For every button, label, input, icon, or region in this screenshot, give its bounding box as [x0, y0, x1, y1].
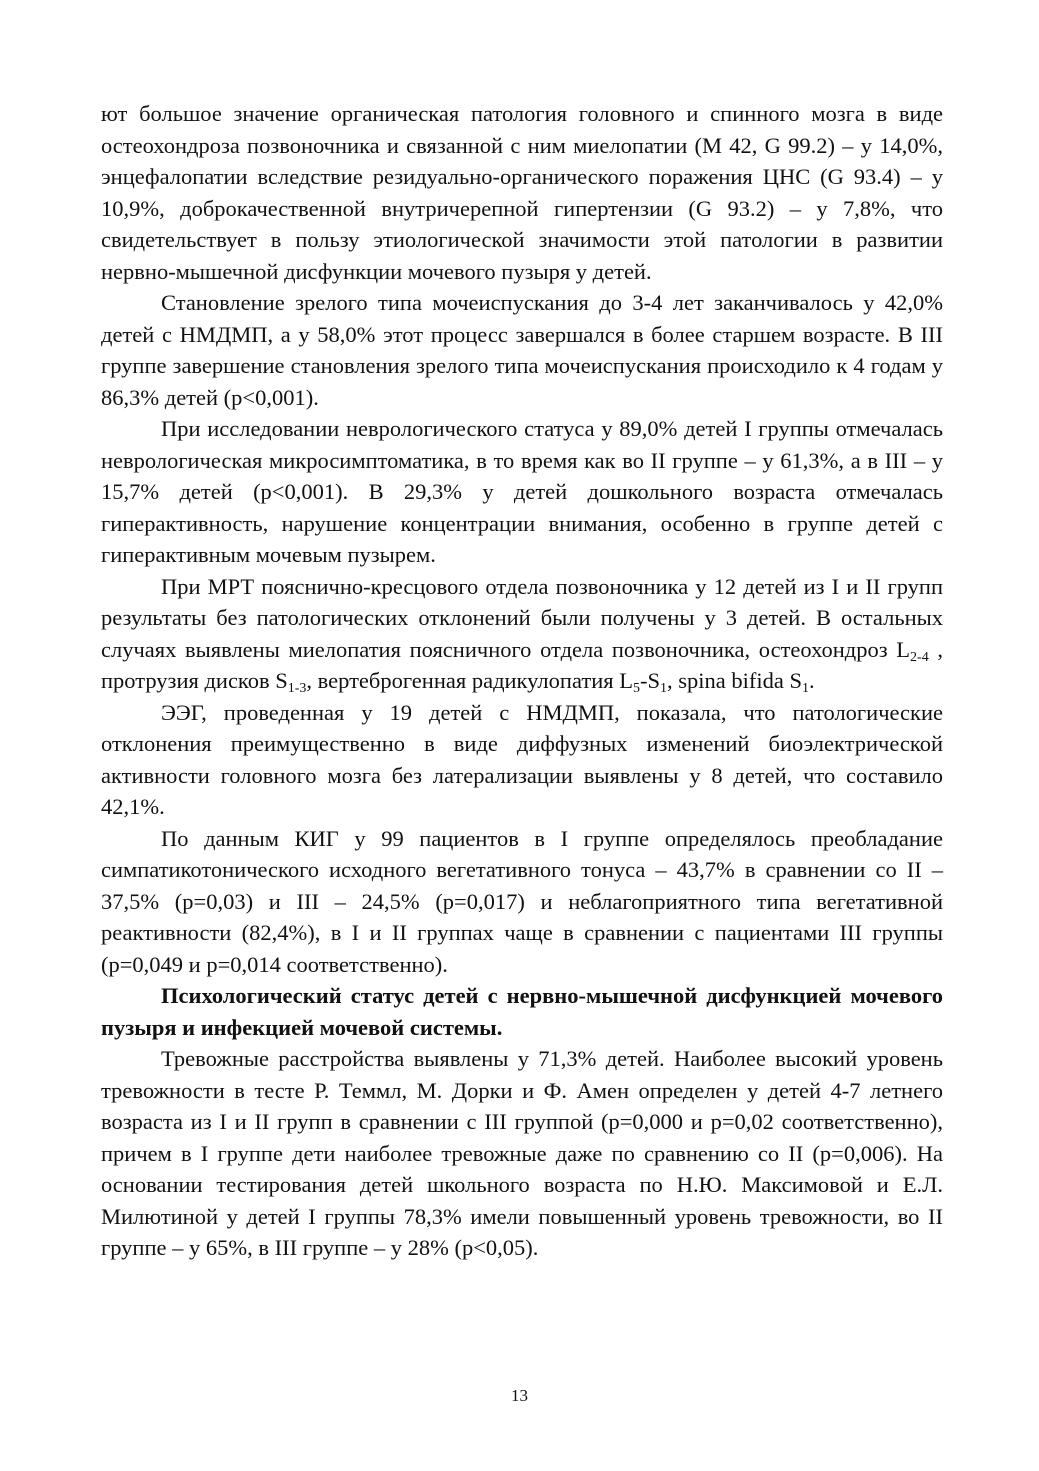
paragraph-neurological-status: При исследовании неврологического статуса у 89,0% детей I группы отмечалась неврологическая микросимптоматика, в то время как во II группе – у 61,3%, а в III – у 15,7% детей (р<0,001). В 29,3% у детей дошкольного возраста отмечалась гиперактивность, нарушение концентрации внимания, особенно в группе детей с гиперактивным мочевым пузырем. [101, 416, 943, 567]
mri-text-5: , spina bifida S [666, 668, 802, 693]
section-heading: Психологический статус детей с нервно-мышечной дисфункцией мочевого пузыря и инфекцией мочевой системы. [101, 983, 943, 1040]
mri-text-6: . [808, 668, 815, 693]
page-number: 13 [511, 1386, 528, 1405]
paragraph-kig: По данным КИГ у 99 пациентов в I группе определялось преобладание симпатикотонического исходного вегетативного тонуса – 43,7% в сравнении со II – 37,5% (р=0,03) и III – 24,5% (р=0,017) и неблагоприятного типа вегетативной реактивности (82,4%), в I и II группах чаще в сравнении с пациентами III группы (р=0,049 и р=0,014 соответственно). [101, 825, 943, 977]
paragraph-anxiety: Тревожные расстройства выявлены у 71,3% детей. Наиболее высокий уровень тревожности в тесте Р. Теммл, М. Дорки и Ф. Амен определен у детей 4-7 летнего возраста из I и II групп в сравнении с III группой (р=0,000 и р=0,02 соответственно), причем в I группе дети наиболее тревожные даже по сравнению со II (р=0,006). На основании тестирования детей школьного возраста по Н.Ю. Максимовой и Е.Л. Милютиной у детей I группы 78,3% имели повышенный уровень тревожности, во II группе – у 65%, в III группе – у 28% (р<0,05). [101, 1046, 943, 1260]
mri-sub-2: 1-3 [287, 681, 307, 696]
mri-sub-1: 2-4 [910, 649, 929, 665]
mri-text-3: , вертеброгенная радикулопатия L [306, 668, 633, 693]
mri-text-2: , протрузия дисков S [101, 636, 944, 693]
paragraph-urination-maturity: Становление зрелого типа мочеиспускания до 3-4 лет заканчивалось у 42,0% детей с НМДМП, а у 58,0% этот процесс завершался в более старшем возрасте. В III группе завершение становления зрелого типа мочеиспускания происходило к 4 годам у 86,3% детей (р<0,001). [101, 290, 943, 410]
paragraph-mri-results [101, 571, 943, 697]
page-body [101, 98, 943, 1264]
mri-sub-4: 1 [659, 681, 667, 696]
paragraph-eeg: ЭЭГ, проведенная у 19 детей с НМДМП, показала, что патологические отклонения преимущественно в виде диффузных изменений биоэлектрической активности головного мозга без латерализации выявлены у 8 детей, что составило 42,1%. [101, 699, 943, 819]
mri-text-4: -S [639, 668, 660, 693]
mri-sub-3: 5 [632, 681, 640, 696]
mri-text-1: При МРТ пояснично-кресцового отдела позвоночника у 12 детей из I и II групп результаты без патологических отклонений были получены у 3 детей. В остальных случаях выявлены миелопатия поясничного отдела позвоночника, остеохондроз L [101, 573, 943, 662]
mri-sub-5: 1 [801, 681, 809, 696]
paragraph-continuation: ют большое значение органическая патология головного и спинного мозга в виде остеохондроза позвоночника и связанной с ним миелопатии (М 42, G 99.2) – у 14,0%, энцефалопатии вследствие резидуально-органического поражения ЦНС (G 93.4) – у 10,9%, доброкачественной внутричерепной гипертензии (G 93.2) – у 7,8%, что свидетельствует в пользу этиологической значимости этой патологии в развитии нервно-мышечной дисфункции мочевого пузыря у детей. [101, 101, 943, 284]
